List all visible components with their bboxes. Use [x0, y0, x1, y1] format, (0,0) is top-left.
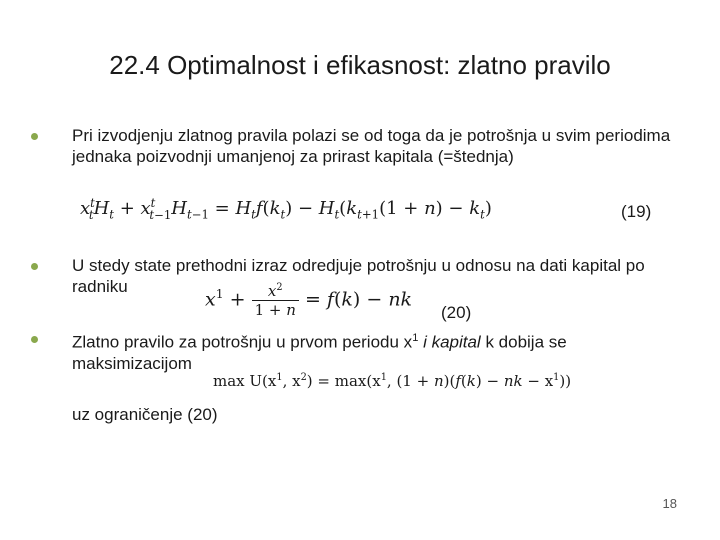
equation-19: $x^t_tH_t + x^t_{t-1}H_{t-1} = H_tf(k_t) - H_t(k_{t+1}(1 + n) - k_t)$ [80, 196, 492, 222]
bullet-icon [31, 133, 38, 140]
equation-19-number: (19) [621, 202, 652, 221]
bullet-text-3: Zlatno pravilo za potrošnju u prvom periodu $x^1$ i kapital k dobija se maksimizacijom [72, 332, 567, 373]
constraint-text: uz ograničenje (20) [72, 405, 218, 424]
slide-number: 18 [662, 496, 677, 511]
equation-20-number: (20) [441, 303, 472, 322]
page-title: 22.4 Optimalnost i efikasnost: zlatno pravilo [109, 50, 611, 80]
bullet-icon [31, 336, 38, 343]
maximization-formula: $\max U(x^1$, $x^2) = \max(x^1$, (1 + n)(f(k) − nk − $x^1$)) [213, 372, 572, 390]
bullet-text-1: Pri izvodjenju zlatnog pravila polazi se od toga da je potrošnja u svim periodima jednaka poizvodnji umanjenoj za prirast kapitala (=štednja) [72, 126, 671, 166]
bullet-text-2: U stedy state prethodni izraz odredjuje potrošnju u odnosu na dati kapital po radniku [72, 256, 645, 296]
bullet-icon [31, 263, 38, 270]
equation-20: $x^1$ + $\frac{x^2}{1 + n}$ = f(k) − nk [205, 282, 413, 319]
